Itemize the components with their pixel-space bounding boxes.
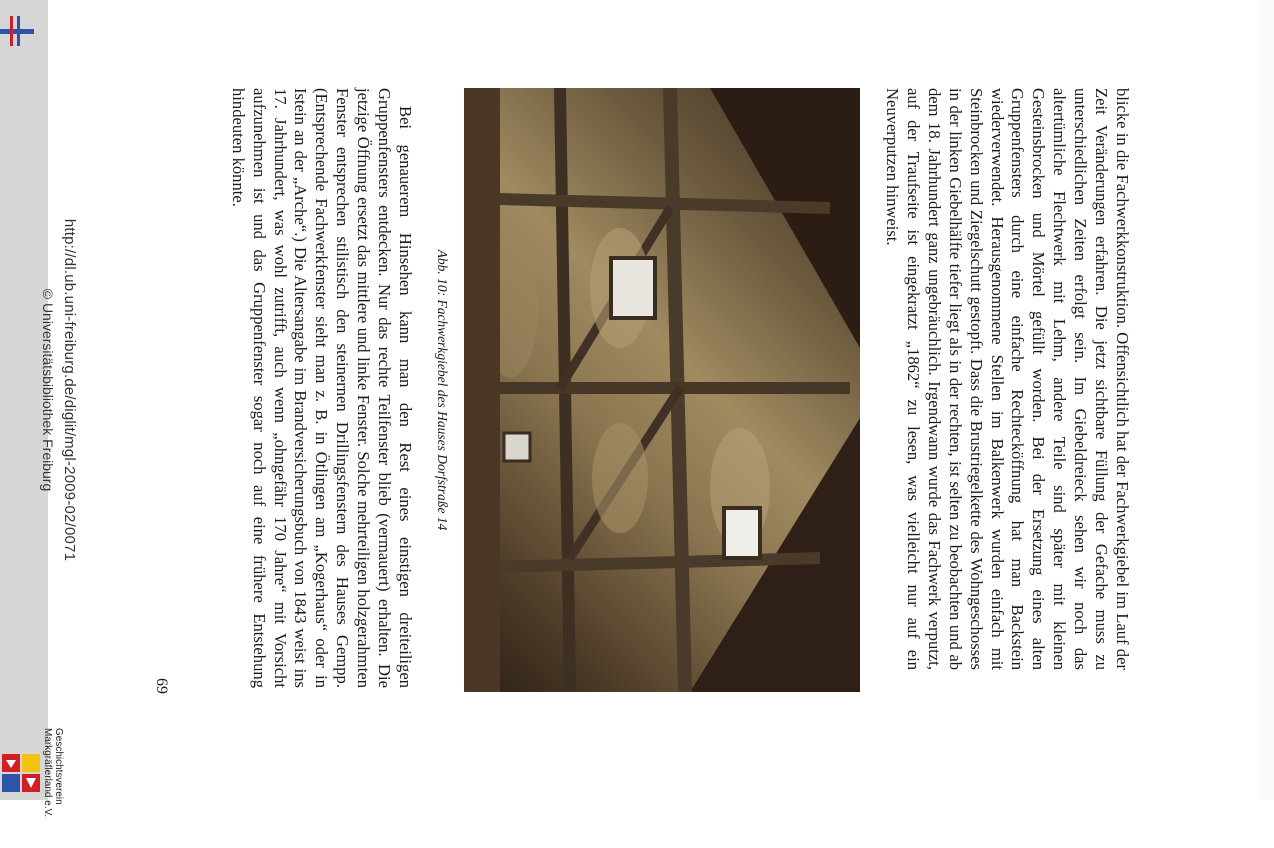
figure-photo-half-timbered-gable [464,88,860,692]
viewer-right-edge [1260,0,1274,800]
publisher-line-1: Geschichtsverein [53,728,64,805]
figure-caption: Abb. 10: Fachwerkgiebel des Hauses Dorfstraße 14 [435,249,450,531]
freiburg-flag-icon [0,16,34,46]
body-paragraph-top: blicke in die Fachwerkkonstruktion. Offensichtlich hat der Fachwerkgiebel im Lauf der Zeit Veränderungen erfahren. Die jetzt sichtbare Füllung der Gefache muss zu unterschiedlichen Zeiten erfolgt sein. Im Giebeldreieck sehen wir noch das altertümliche Flechtwerk mit Lehm, andere Teile sind später mit kleinen Gesteinsbrocken und Mörtel gefüllt worden. Bei der Ersetzung eines alten Gruppenfensters durch eine einfache Rechtecköffnung hat man Backstein wiederverwendet. Herausgenommene Stellen im Balkenwerk wurden einfach mit Steinbrocken und Ziegelschutt gestopft. Dass die Brustriegelkette des Wohngeschosses in der linken Giebelhälfte tiefer liegt als in der rechten, ist selten zu beobachten und ab dem 18. Jahrhundert ganz ungebräuchlich. Irgendwann wurde das Fachwerk verputzt, auf der Traufseite ist eingekratzt „1862“ zu lesen, was vielleicht nur auf ein Neuverputzen hinweist. [883,88,1132,670]
scanned-page [40,80,1160,818]
geschichtsverein-crest-icon [0,752,42,794]
publisher-label [42,728,64,848]
source-url-link[interactable]: http://dl.ub.uni-freiburg.de/diglit/mgl-2009-02/0071 [61,218,78,562]
page-number: 69 [153,678,170,694]
publisher-line-2: Markgräflerland e.V. [42,728,53,818]
copyright-notice: © Universitätsbibliothek Freiburg [40,288,56,492]
body-paragraph-bottom: Bei genauerem Hinsehen kann man den Rest eines einstigen dreiteiligen Gruppenfensters entdecken. Nur das rechte Teilfenster blieb (vermauert) erhalten. Die jetzige Öffnung ersetzt das mittlere und linke Fenster. Solche mehrteiligen holzgerahmten Fenster entsprechen stilistisch den steinernen Drillingsfenstern des Hauses Gempp. (Entsprechende Fachwerkfenster sieht man z. B. in Ötlingen am „Kogerhaus“ oder in Istein an der „Arche“.) Die Altersangabe im Brandversicherungsbuch von 1843 weist ins 17. Jahrhundert, was wohl zutrifft, auch wenn „ohngefähr 170 Jahre“ mit Vorsicht aufzunehmen ist und das Gruppenfenster sogar noch auf eine frühere Entstehung hindeuten könnte. [228,88,415,688]
